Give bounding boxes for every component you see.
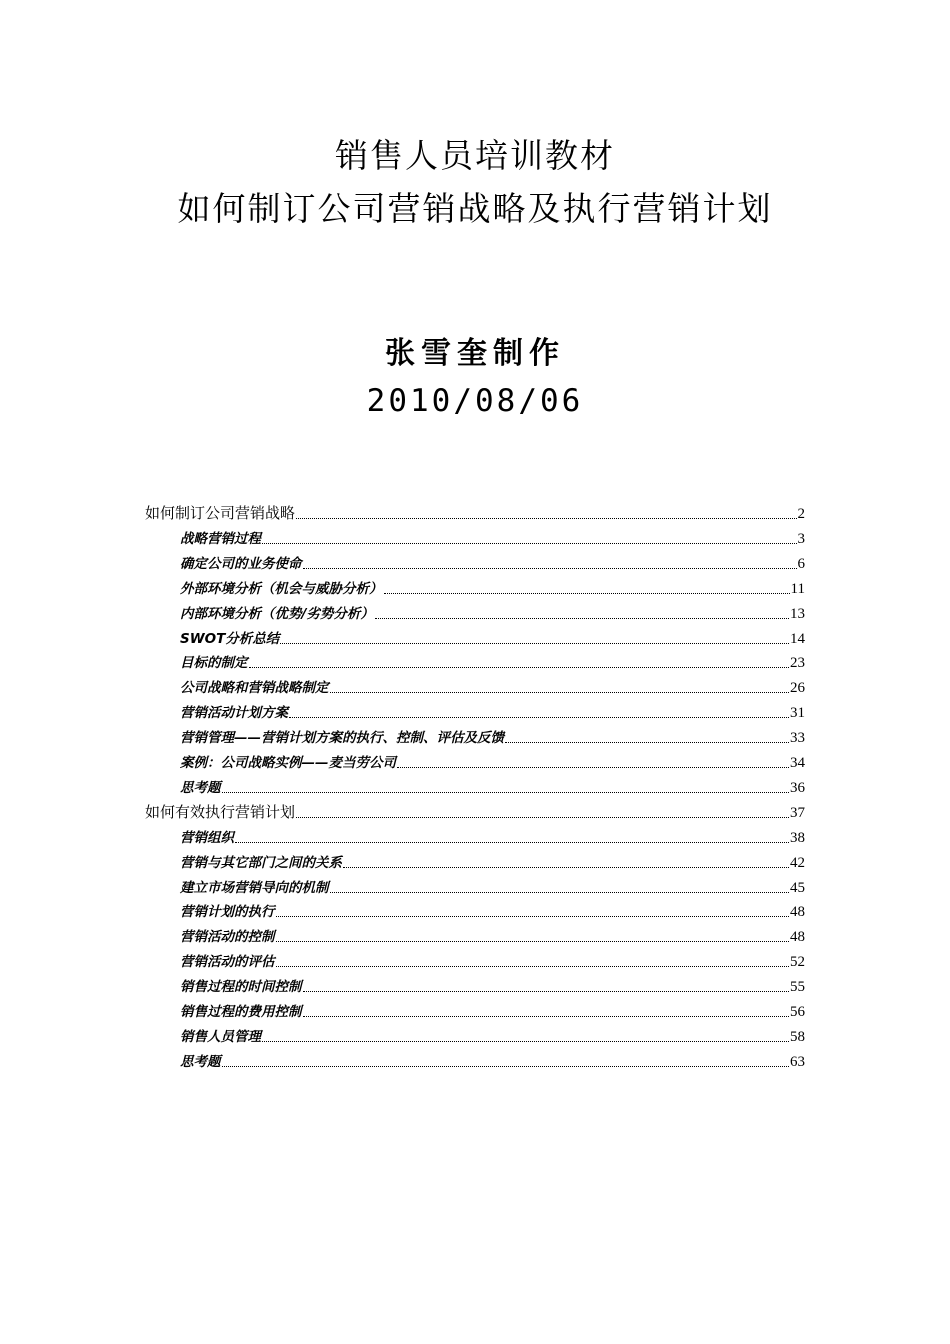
toc-section-entry[interactable] [180,674,805,698]
toc-section-entry[interactable] [180,998,805,1022]
toc-page-number: 52 [790,954,805,971]
toc-page-number: 42 [790,854,805,871]
toc-dot-leader [235,841,789,843]
toc-section-entry[interactable] [180,874,805,898]
toc-entry-label: 营销活动的控制 [180,929,275,946]
toc-page-number: 38 [790,829,805,846]
toc-entry-label: 公司战略和营销战略制定 [180,680,329,697]
toc-section-entry[interactable] [180,525,805,549]
toc-dot-leader [276,940,790,942]
toc-dot-leader [384,592,790,594]
toc-dot-leader [222,1065,790,1067]
toc-dot-leader [296,517,796,519]
toc-page-number: 55 [790,979,805,996]
document-title-line-2: 如何制订公司营销战略及执行营销计划 [177,189,773,228]
toc-page-number: 37 [790,804,805,821]
toc-dot-leader [397,766,789,768]
toc-page-number: 13 [790,605,805,622]
toc-section-entry[interactable] [180,749,805,773]
toc-section-entry[interactable] [180,575,805,599]
toc-page-number: 34 [790,755,805,771]
toc-dot-leader [375,617,789,619]
toc-entry-label: SWOT分析总结 [180,630,280,647]
toc-dot-leader [262,1040,789,1042]
toc-entry-label: 营销与其它部门之间的关系 [180,854,342,871]
toc-dot-leader [303,1015,790,1017]
document-title-line-1: 销售人员培训教材 [335,136,615,175]
toc-entry-label: 如何有效执行营销计划 [145,804,296,821]
toc-page-number: 36 [790,779,805,796]
toc-dot-leader [330,891,790,893]
toc-entry-label: 营销组织 [180,829,234,846]
toc-page-number: 6 [797,555,805,572]
toc-entry-label: 销售过程的费用控制 [180,1004,302,1020]
toc-page-number: 48 [790,929,805,946]
toc-dot-leader [276,915,790,917]
toc-page-number: 45 [790,879,805,896]
date: 2010/08/06 [366,383,584,419]
toc-section-entry[interactable] [180,1048,805,1072]
toc-section-entry[interactable] [180,774,805,798]
toc-entry-label: 目标的制定 [180,655,248,672]
toc-section-entry[interactable] [180,699,805,723]
toc-page-number: 26 [790,680,805,697]
toc-page-number: 48 [790,904,805,921]
toc-dot-leader [303,990,790,992]
toc-section-entry[interactable] [180,898,805,922]
toc-chapter-entry[interactable] [145,500,805,524]
toc-dot-leader [289,716,789,718]
toc-entry-label: 营销活动的评估 [180,954,275,971]
toc-dot-leader [343,866,789,868]
toc-entry-label: 外部环境分析（机会与威胁分析） [180,580,383,597]
toc-page-number: 56 [790,1004,805,1020]
toc-dot-leader [276,965,790,967]
toc-page-number: 11 [790,580,805,597]
toc-page-number: 33 [790,730,805,747]
toc-section-entry[interactable] [180,1023,805,1047]
toc-page-number: 2 [797,506,805,522]
toc-page-number: 3 [797,530,805,547]
toc-entry-label: 内部环境分析（优势/劣势分析） [180,605,374,622]
toc-page-number: 63 [790,1053,805,1070]
toc-dot-leader [280,642,789,644]
toc-dot-leader [296,816,789,818]
toc-entry-label: 确定公司的业务使命 [180,555,302,572]
toc-section-entry[interactable] [180,625,805,649]
toc-section-entry[interactable] [180,824,805,848]
toc-section-entry[interactable] [180,600,805,624]
toc-dot-leader [505,741,789,743]
toc-entry-label: 如何制订公司营销战略 [145,506,296,522]
toc-page-number: 23 [790,655,805,672]
toc-section-entry[interactable] [180,923,805,947]
toc-section-entry[interactable] [180,948,805,972]
toc-entry-label: 战略营销过程 [180,530,261,547]
toc-entry-label: 销售过程的时间控制 [180,979,302,996]
toc-page-number: 58 [790,1028,805,1045]
toc-dot-leader [222,791,790,793]
toc-section-entry[interactable] [180,550,805,574]
toc-dot-leader [303,567,797,569]
toc-entry-label: 案例：公司战略实例——麦当劳公司 [180,755,396,771]
toc-section-entry[interactable] [180,649,805,673]
toc-entry-label: 营销管理——营销计划方案的执行、控制、评估及反馈 [180,730,504,747]
toc-page-number: 31 [790,705,805,722]
toc-section-entry[interactable] [180,973,805,997]
toc-entry-label: 思考题 [180,779,221,796]
author: 张雪奎制作 [385,336,565,371]
toc-page-number: 14 [790,630,805,647]
toc-section-entry[interactable] [180,724,805,748]
toc-chapter-entry[interactable] [145,799,805,823]
toc-entry-label: 建立市场营销导向的机制 [180,879,329,896]
toc-entry-label: 销售人员管理 [180,1028,261,1045]
toc-dot-leader [262,542,797,544]
toc-dot-leader [249,666,790,668]
toc-entry-label: 思考题 [180,1053,221,1070]
toc-entry-label: 营销计划的执行 [180,904,275,921]
toc-dot-leader [330,691,790,693]
toc-entry-label: 营销活动计划方案 [180,705,288,722]
toc-section-entry[interactable] [180,849,805,873]
